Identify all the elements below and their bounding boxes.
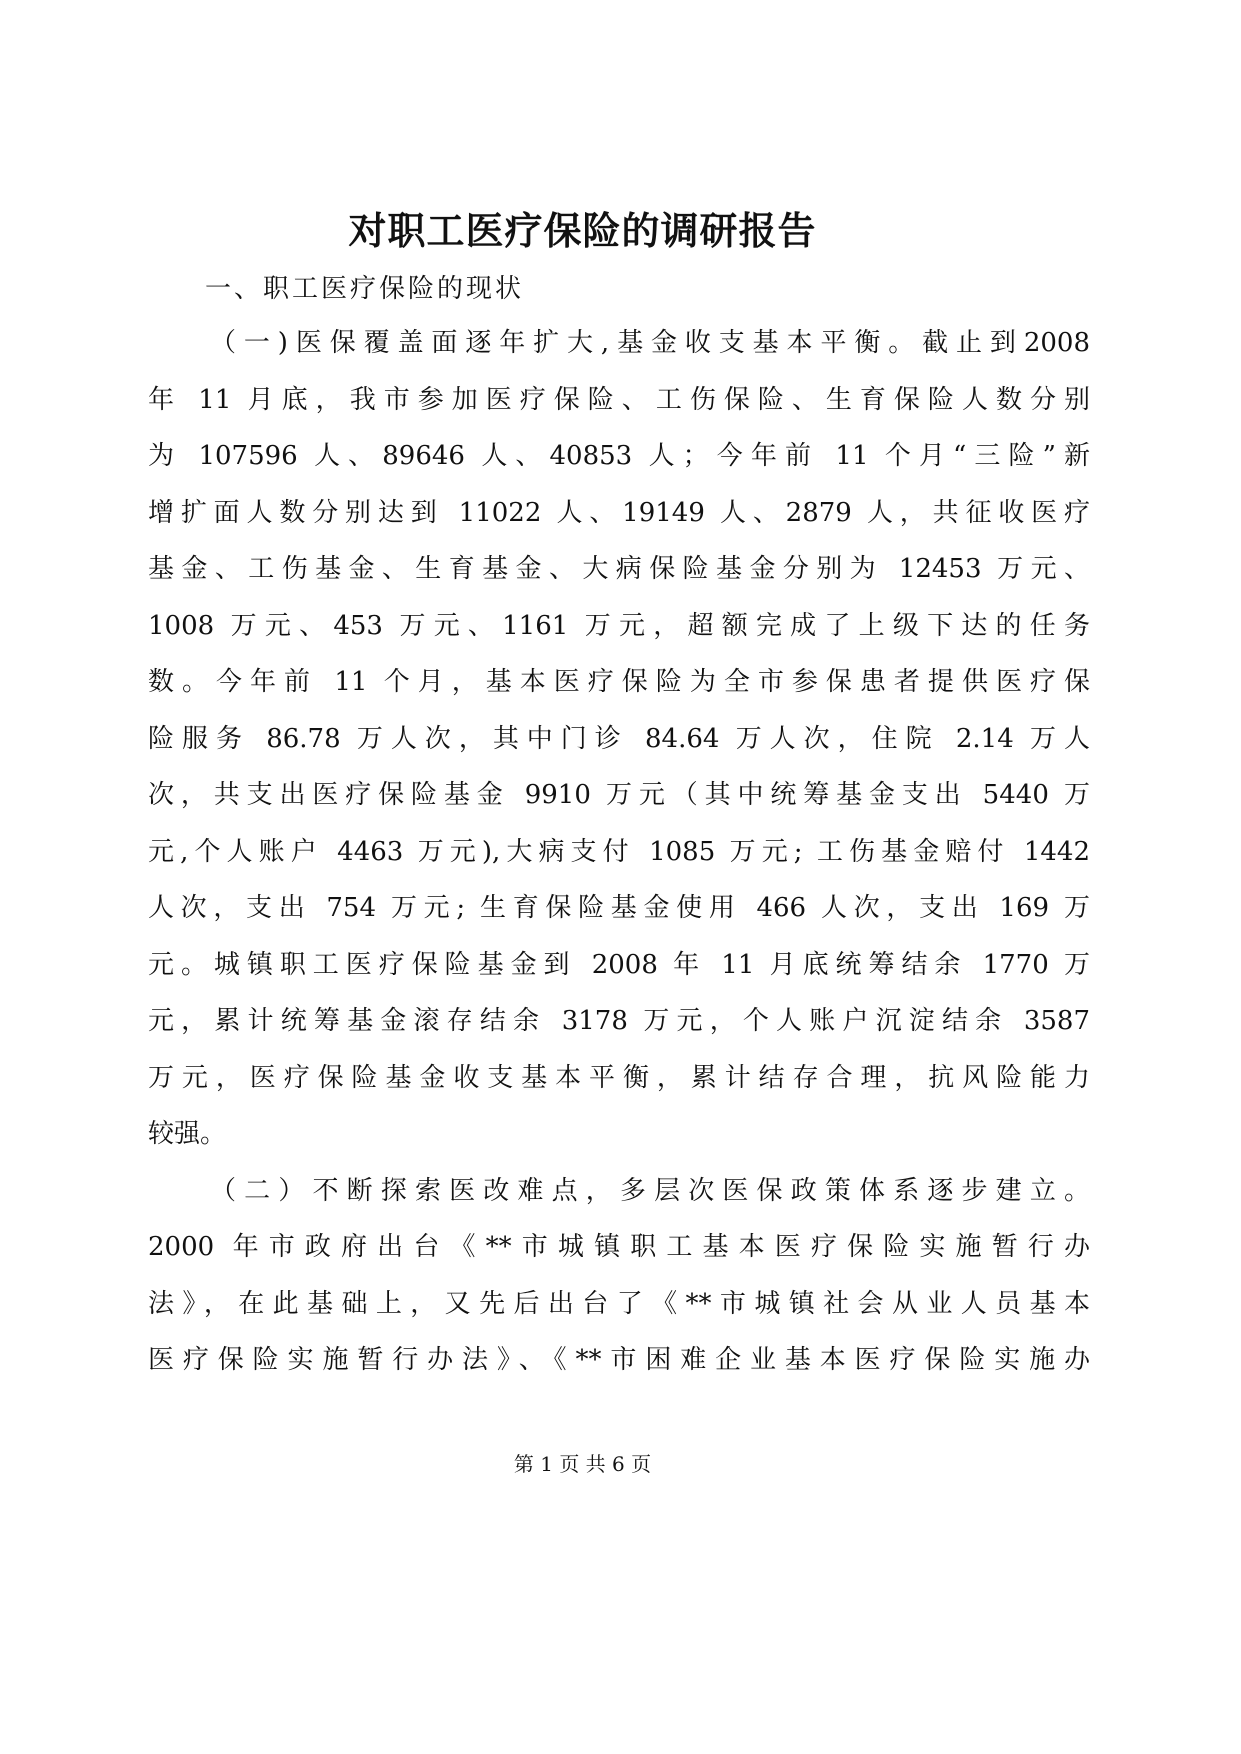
text-line: 增扩面人数分别达到 11022 人、19149 人、2879 人，共征收医疗 bbox=[148, 498, 1090, 528]
text-line: 人次，支出 754 万元; 生育保险基金使用 466 人次，支出 169 万 bbox=[148, 893, 1090, 923]
text-line: 元,个人账户 4463 万元),大病支付 1085 万元; 工伤基金赔付 1442 bbox=[148, 837, 1090, 867]
text-line: 医疗保险实施暂行办法》、《**市困难企业基本医疗保险实施办 bbox=[148, 1345, 1090, 1375]
text-line: 较强。 bbox=[148, 1119, 227, 1149]
page-footer: 第 1 页 共 6 页 bbox=[513, 1452, 652, 1476]
text-line: 数。今年前 11 个月，基本医疗保险为全市参保患者提供医疗保 bbox=[148, 667, 1090, 697]
text-line: 法》，在此基础上，又先后出台了《**市城镇社会从业人员基本 bbox=[148, 1289, 1090, 1319]
section-heading: 一、职工医疗保险的现状 bbox=[205, 274, 525, 304]
text-line: 险服务 86.78 万人次，其中门诊 84.64 万人次，住院 2.14 万人 bbox=[148, 724, 1090, 754]
text-line: 年 11 月底，我市参加医疗保险、工伤保险、生育保险人数分别 bbox=[148, 385, 1090, 415]
text-line: 为 107596 人、89646 人、40853 人；今年前 11 个月“三险”新 bbox=[148, 441, 1090, 471]
text-line: 基金、工伤基金、生育基金、大病保险基金分别为 12453 万元、 bbox=[148, 554, 1090, 584]
document-title: 对职工医疗保险的调研报告 bbox=[348, 208, 817, 253]
text-line: （二）不断探索医改难点，多层次医保政策体系逐步建立。 bbox=[210, 1176, 1090, 1206]
text-line: 万元，医疗保险基金收支基本平衡，累计结存合理，抗风险能力 bbox=[148, 1063, 1090, 1093]
text-line: 1008 万元、453 万元、1161 万元，超额完成了上级下达的任务 bbox=[148, 611, 1090, 641]
text-line: 元，累计统筹基金滚存结余 3178 万元，个人账户沉淀结余 3587 bbox=[148, 1006, 1090, 1036]
text-line: 元。城镇职工医疗保险基金到 2008 年 11 月底统筹结余 1770 万 bbox=[148, 950, 1090, 980]
text-line: 2000 年市政府出台《**市城镇职工基本医疗保险实施暂行办 bbox=[148, 1232, 1090, 1262]
text-line: （一)医保覆盖面逐年扩大,基金收支基本平衡。截止到2008 bbox=[210, 328, 1090, 358]
text-line: 次，共支出医疗保险基金 9910 万元（其中统筹基金支出 5440 万 bbox=[148, 780, 1090, 810]
